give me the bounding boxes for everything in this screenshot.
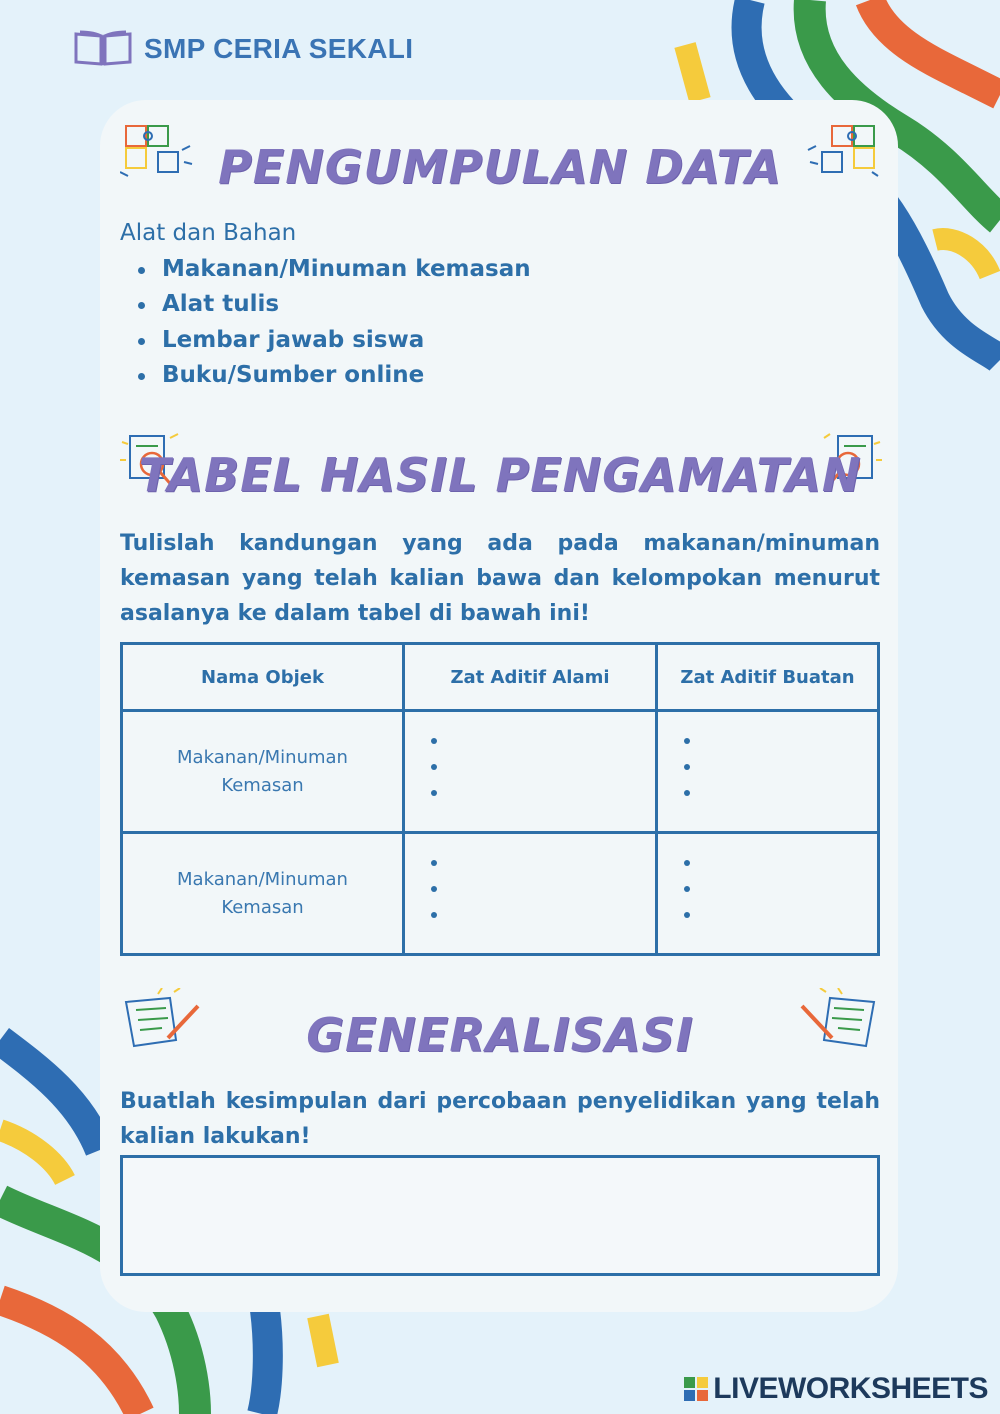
section-title-observation: TABEL HASIL PENGAMATAN [138,448,862,502]
list-item: Buku/Sumber online [162,358,531,393]
bullet [431,764,437,770]
table-header-row [122,644,879,711]
liveworksheets-logo-icon [683,1376,709,1402]
artificial-additive-cell[interactable] [657,833,879,955]
list-item: Makanan/Minuman kemasan [162,252,531,287]
conclusion-answer-box[interactable] [120,1155,880,1276]
table-row [122,833,879,955]
bullet [684,790,690,796]
object-cell [122,711,404,833]
materials-list [120,252,531,393]
column-header: Nama Objek [122,644,404,711]
observation-table [120,642,880,956]
school-header [74,30,413,68]
object-cell [122,833,404,955]
section-title-generalization: GENERALISASI [306,1008,694,1062]
book-icon [74,30,132,68]
bullet [431,860,437,866]
table-row [122,711,879,833]
bullet [431,912,437,918]
liveworksheets-text: LIVEWORKSHEETS [713,1372,988,1405]
object-name-line: Makanan/Minuman [177,868,348,890]
object-name-line: Kemasan [221,774,304,796]
bullet [684,738,690,744]
school-name: SMP CERIA SEKALI [144,33,414,64]
bullet [684,886,690,892]
bullet [431,790,437,796]
artificial-additive-cell[interactable] [657,711,879,833]
object-name-line: Kemasan [221,896,304,918]
observation-instruction: Tulislah kandungan yang ada pada makanan/minuman kemasan yang telah kalian bawa dan kelompokan menurut asalanya ke dalam tabel di bawah ini! [120,531,880,626]
bullet [684,764,690,770]
column-header: Zat Aditif Buatan [657,644,879,711]
list-item: Lembar jawab siswa [162,323,531,358]
list-item: Alat tulis [162,287,531,322]
column-header: Zat Aditif Alami [404,644,657,711]
section-title-data-collection: PENGUMPULAN DATA [218,140,782,194]
natural-additive-cell[interactable] [404,711,657,833]
generalization-instruction: Buatlah kesimpulan dari percobaan penyelidikan yang telah kalian lakukan! [120,1089,880,1149]
bullet [431,886,437,892]
bullet [431,738,437,744]
natural-additive-cell[interactable] [404,833,657,955]
materials-label: Alat dan Bahan [120,220,297,246]
bullet [684,860,690,866]
bullet [684,912,690,918]
liveworksheets-logo [683,1372,988,1406]
object-name-line: Makanan/Minuman [177,746,348,768]
